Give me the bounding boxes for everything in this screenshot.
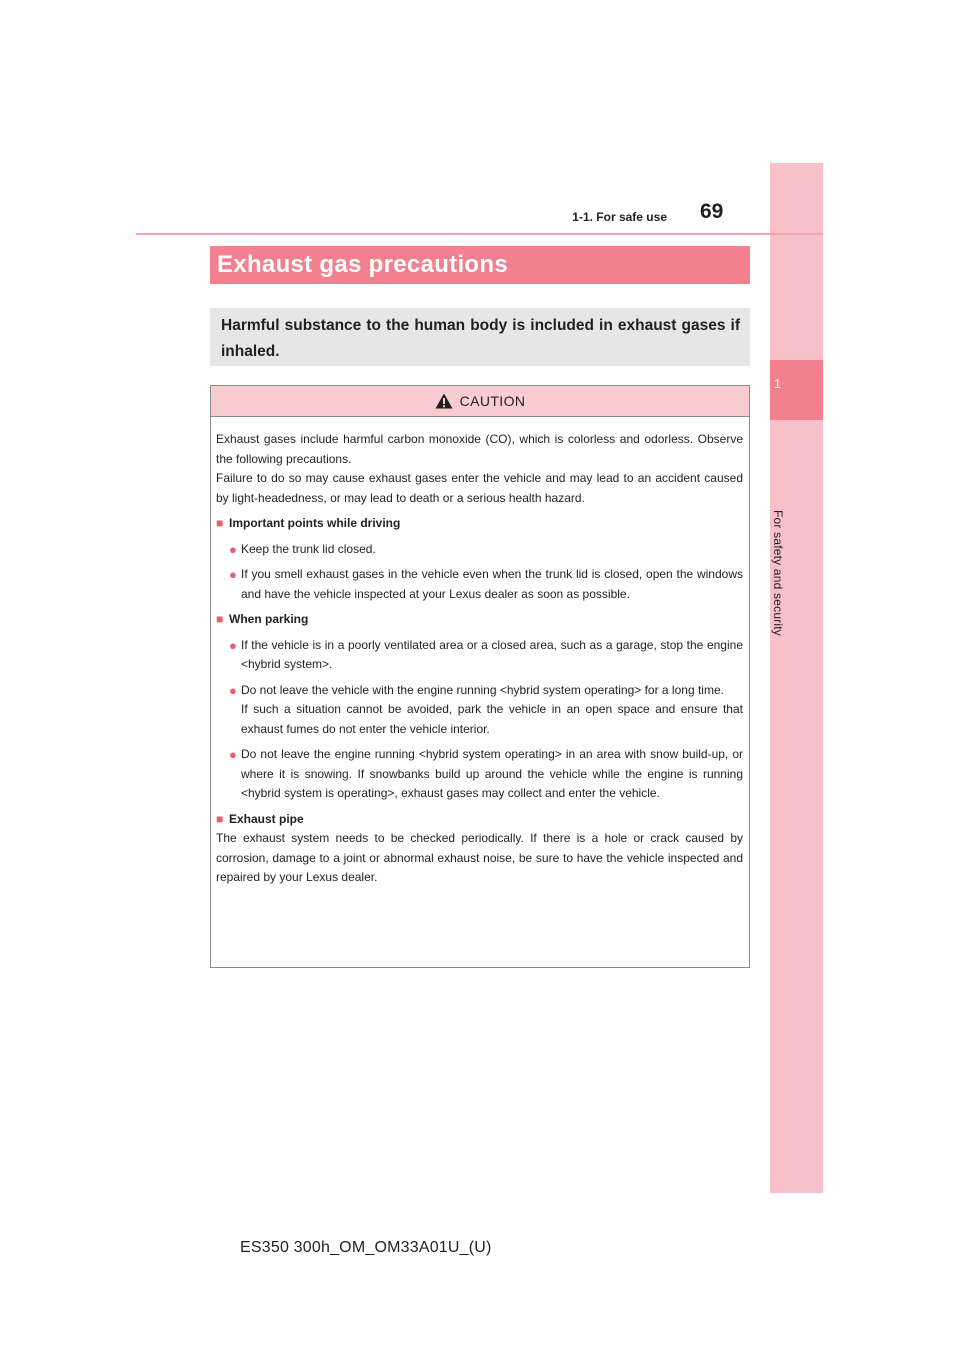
list-item bbox=[229, 745, 743, 804]
chapter-sidebar bbox=[770, 163, 823, 1193]
subhead-parking-label: When parking bbox=[229, 612, 309, 626]
chapter-title-text: For safety and security bbox=[771, 510, 785, 636]
caution-intro-2: Failure to do so may cause exhaust gases enter the vehicle and may lead to an accident caused by light-headedness, or may lead to death or a serious health hazard. bbox=[216, 471, 743, 505]
chapter-number: 1 bbox=[773, 376, 782, 391]
section-label: 1-1. For safe use bbox=[572, 210, 667, 224]
list-item bbox=[229, 565, 743, 604]
subhead-exhaust-pipe-label: Exhaust pipe bbox=[229, 811, 304, 826]
square-bullet-icon: ■ bbox=[216, 612, 224, 626]
document-code: ES350 300h_OM_OM33A01U_(U) bbox=[240, 1239, 492, 1256]
list-item-text: If the vehicle is in a poorly ventilated area or a closed area, such as a garage, stop the engine <hybrid system>. bbox=[241, 637, 743, 671]
circle-bullet-icon: ● bbox=[229, 682, 237, 698]
header-divider bbox=[136, 233, 823, 235]
subhead-driving bbox=[216, 514, 743, 534]
list-item-text: Do not leave the engine running <hybrid system operating> in an area with snow build-up, or where it is snowing. If snowbanks build up around the vehicle while the engine is running <hybrid system is operating>, exhaust gases may collect and enter the vehicle. bbox=[241, 747, 743, 800]
circle-bullet-icon: ● bbox=[229, 637, 237, 653]
subhead-exhaust-pipe bbox=[216, 810, 743, 830]
list-item-text: Keep the trunk lid closed. bbox=[241, 541, 376, 556]
caution-header bbox=[211, 386, 749, 417]
page-title: Exhaust gas precautions bbox=[210, 246, 750, 284]
circle-bullet-icon: ● bbox=[229, 541, 237, 557]
caution-body bbox=[211, 417, 749, 888]
exhaust-pipe-text: The exhaust system needs to be checked periodically. If there is a hole or crack caused by corrosion, damage to a joint or abnormal exhaust noise, be sure to have the vehicle inspected and repaired by your Lexus dealer. bbox=[216, 831, 743, 884]
page-number: 69 bbox=[700, 200, 724, 223]
square-bullet-icon: ■ bbox=[216, 516, 224, 530]
list-item-text: If you smell exhaust gases in the vehicle even when the trunk lid is closed, open the windows and have the vehicle inspected at your Lexus dealer as soon as possible. bbox=[241, 567, 743, 601]
list-item-text-main: Do not leave the vehicle with the engine running <hybrid system operating> for a long time. bbox=[241, 682, 724, 697]
circle-bullet-icon: ● bbox=[229, 747, 237, 762]
list-item bbox=[229, 540, 743, 560]
list-item-text bbox=[241, 681, 743, 740]
subhead-parking bbox=[216, 610, 743, 630]
caution-intro-1: Exhaust gases include harmful carbon monoxide (CO), which is colorless and odorless. Observe the following precautions. bbox=[216, 432, 743, 466]
list-item-text-extra: If such a situation cannot be avoided, park the vehicle in an open space and ensure that exhaust fumes do not enter the vehicle interior. bbox=[241, 702, 743, 736]
list-item bbox=[229, 636, 743, 675]
circle-bullet-icon: ● bbox=[229, 567, 237, 582]
subhead-driving-label: Important points while driving bbox=[229, 516, 401, 530]
square-bullet-icon: ■ bbox=[216, 811, 224, 826]
caution-box bbox=[210, 385, 750, 968]
caution-title: CAUTION bbox=[459, 393, 526, 409]
warning-triangle-icon bbox=[435, 393, 453, 409]
list-item bbox=[229, 681, 743, 740]
intro-summary: Harmful substance to the human body is included in exhaust gases if inhaled. bbox=[210, 308, 750, 366]
